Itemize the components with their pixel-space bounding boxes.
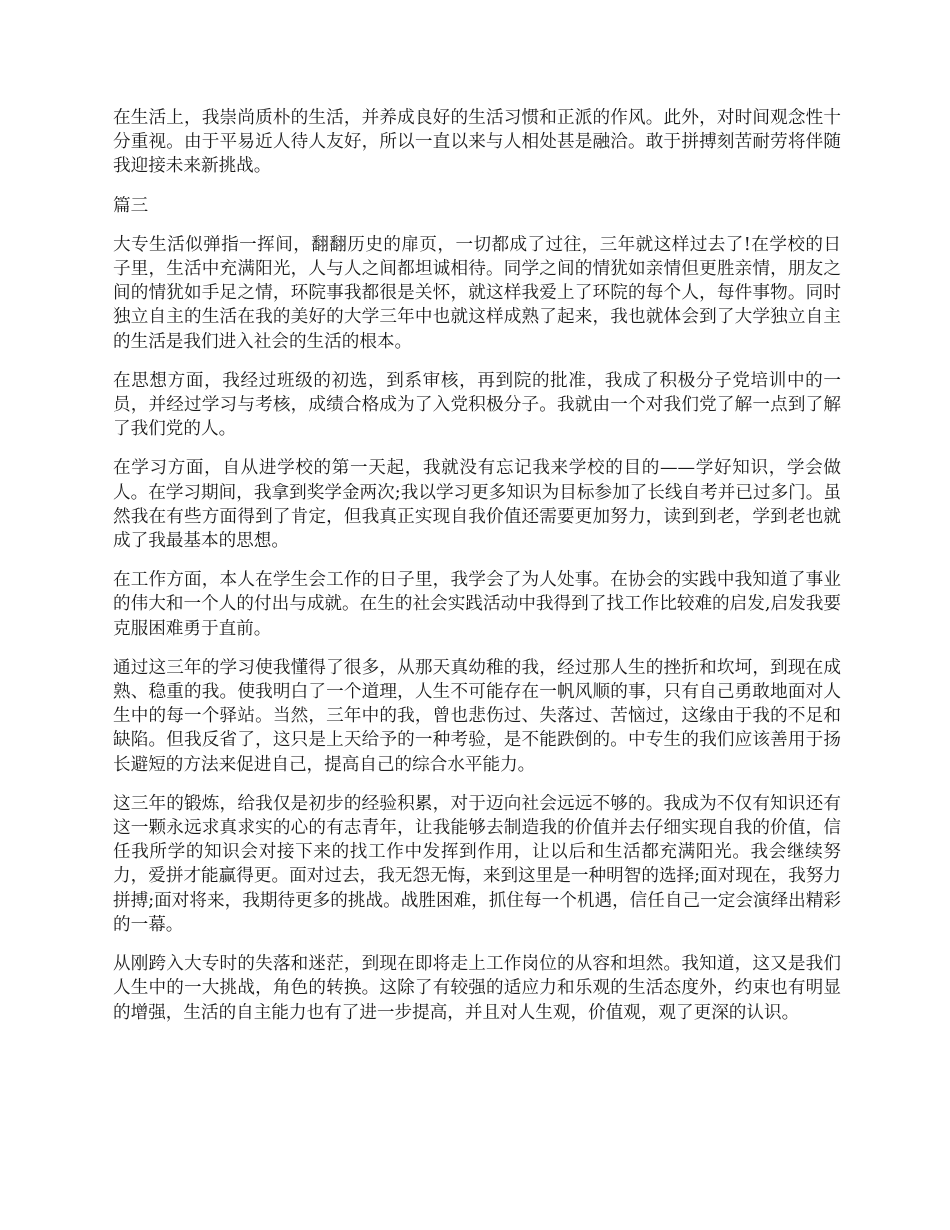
- paragraph-7: 从刚跨入大专时的失落和迷茫，到现在即将走上工作岗位的从容和坦然。我知道，这又是我们人生中的一大挑战，角色的转换。这除了有较强的适应力和乐观的生活态度外，约束也有明显的增强，生活的自主能力也有了进一步提高，并且对人生观，价值观，观了更深的认识。: [113, 954, 841, 1023]
- paragraph-5: 通过这三年的学习使我懂得了很多，从那天真幼稚的我，经过那人生的挫折和坎坷，到现在成熟、稳重的我。使我明白了一个道理，人生不可能存在一帆风顺的事，只有自己勇敢地面对人生中的每一个驿站。当然，三年中的我，曾也悲伤过、失落过、苦恼过，这缘由于我的不足和缺陷。但我反省了，这只是上天给予的一种考验，是不能跌倒的。中专生的我们应该善用于扬长避短的方法来促进自己，提高自己的综合水平能力。: [113, 657, 841, 775]
- document-page: [113, 106, 841, 1040]
- paragraph-6: 这三年的锻炼，给我仅是初步的经验积累，对于迈向社会远远不够的。我成为不仅有知识还有这一颗永远求真求实的心的有志青年，让我能够去制造我的价值并去仔细实现自我的价值，信任我所学的知识会对接下来的找工作中发挥到作用，让以后和生活都充满阳光。我会继续努力，爱拼才能赢得更。面对过去，我无怨无悔，来到这里是一种明智的选择;面对现在，我努力拼搏;面对将来，我期待更多的挑战。战胜困难，抓住每一个机遇，信任自己一定会演绎出精彩的一幕。: [113, 793, 841, 935]
- paragraph-4: 在工作方面，本人在学生会工作的日子里，我学会了为人处事。在协会的实践中我知道了事业的伟大和一个人的付出与成就。在生的社会实践活动中我得到了找工作比较难的启发,启发我要克服困难勇于直前。: [113, 570, 841, 639]
- paragraph-1: 大专生活似弹指一挥间，翻翻历史的扉页，一切都成了过往，三年就这样过去了!在学校的日子里，生活中充满阳光，人与人之间都坦诚相待。同学之间的情犹如亲情但更胜亲情，朋友之间的情犹如手足之情，环院事我都很是关怀，就这样我爱上了环院的每个人，每件事物。同时独立自主的生活在我的美好的大学三年中也就这样成熟了起来，我也就体会到了大学独立自主的生活是我们进入社会的生活的根本。: [113, 234, 841, 352]
- paragraph-2: 在思想方面，我经过班级的初选，到系审核，再到院的批准，我成了积极分子党培训中的一员，并经过学习与考核，成绩合格成为了入党积极分子。我就由一个对我们党了解一点到了解了我们党的人。: [113, 370, 841, 440]
- section-heading: 篇三: [113, 195, 149, 216]
- paragraph-3: 在学习方面，自从进学校的第一天起，我就没有忘记我来学校的目的——学好知识，学会做人。在学习期间，我拿到奖学金两次;我以学习更多知识为目标参加了长线自考并已过多门。虽然我在有些方面得到了肯定，但我真正实现自我价值还需要更加努力，读到到老，学到老也就成了我最基本的思想。: [113, 458, 841, 552]
- paragraph-intro: 在生活上，我崇尚质朴的生活，并养成良好的生活习惯和正派的作风。此外，对时间观念性十分重视。由于平易近人待人友好，所以一直以来与人相处甚是融洽。敢于拼搏刻苦耐劳将伴随我迎接未来新挑战。: [113, 108, 841, 177]
